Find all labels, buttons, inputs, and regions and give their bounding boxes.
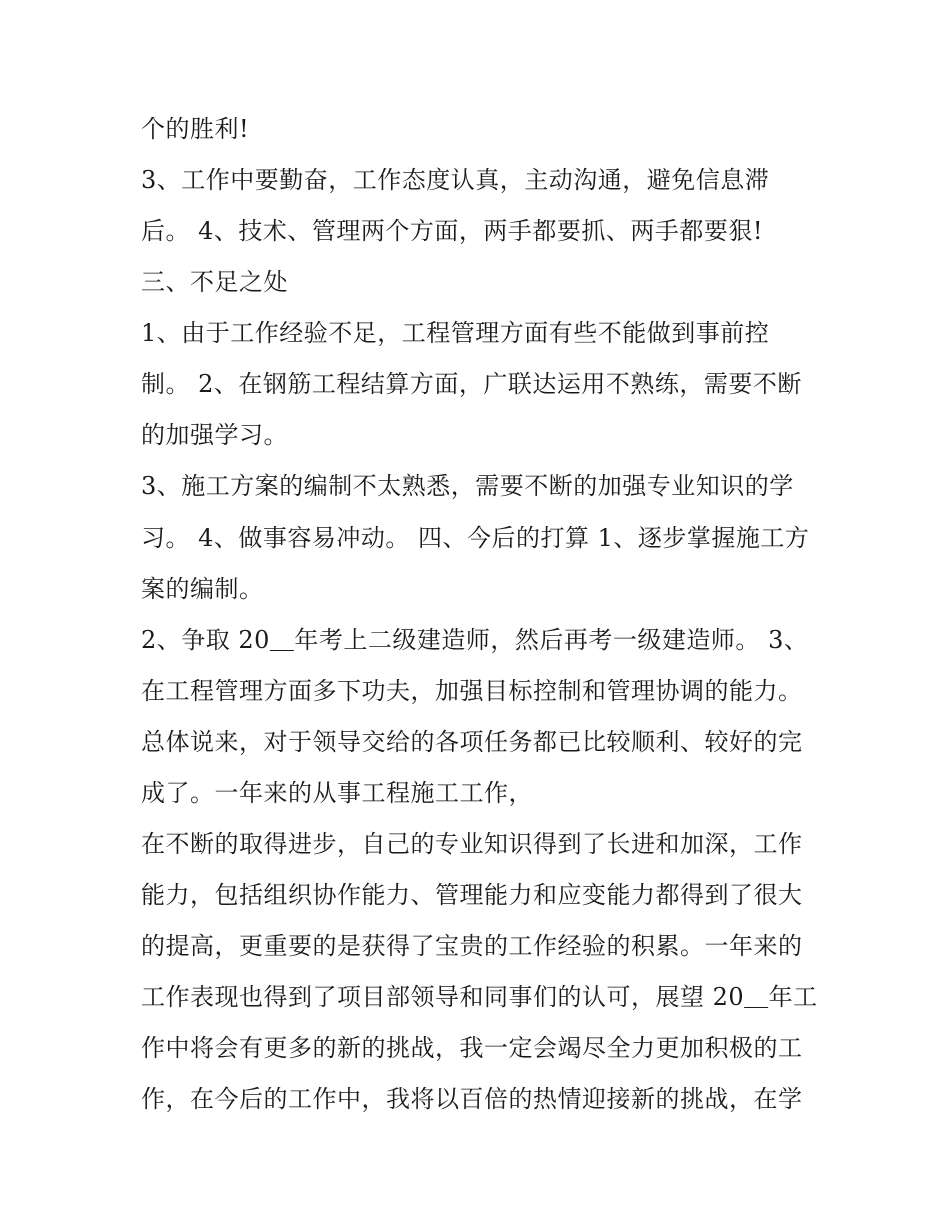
text-line: 总体说来，对于领导交给的各项任务都已比较顺利、较好的完 [141,727,803,756]
text-line: 3、工作中要勤奋，工作态度认真，主动沟通，避免信息滞 [141,166,770,195]
text-line: 的提高，更重要的是获得了宝贵的工作经验的积累。一年来的 [141,932,803,960]
text-line: 成了。一年来的从事工程施工工作， [141,778,533,807]
text-line: 习。 4、做事容易冲动。 四、今后的打算 1、逐步掌握施工方 [141,523,810,552]
text-line: 的加强学习。 [141,421,288,450]
text-line: 2、争取 20＿年考上二级建造师，然后再考一级建造师。 3、 [141,625,809,654]
text-line: 能力，包括组织协作能力、管理能力和应变能力都得到了很大 [141,880,803,909]
text-line: 制。 2、在钢筋工程结算方面，广联达运用不熟练，需要不断 [141,370,802,399]
text-line: 个的胜利! [141,115,250,143]
document-body [141,104,821,1125]
text-line: 3、施工方案的编制不太熟悉，需要不断的加强专业知识的学 [141,472,794,501]
text-line: 案的编制。 [141,574,264,603]
text-line: 作，在今后的工作中，我将以百倍的热情迎接新的挑战，在学 [141,1085,803,1114]
section-heading: 三、不足之处 [141,268,288,297]
text-line: 在不断的取得进步，自己的专业知识得到了长进和加深，工作 [141,829,803,858]
text-line: 后。 4、技术、管理两个方面，两手都要抓、两手都要狠! [141,217,764,246]
text-line: 1、由于工作经验不足，工程管理方面有些不能做到事前控 [141,319,770,348]
text-line: 在工程管理方面多下功夫，加强目标控制和管理协调的能力。 [141,676,803,705]
text-line: 工作表现也得到了项目部领导和同事们的认可，展望 20＿年工 [141,983,818,1012]
text-line: 作中将会有更多的新的挑战，我一定会竭尽全力更加积极的工 [141,1034,803,1063]
